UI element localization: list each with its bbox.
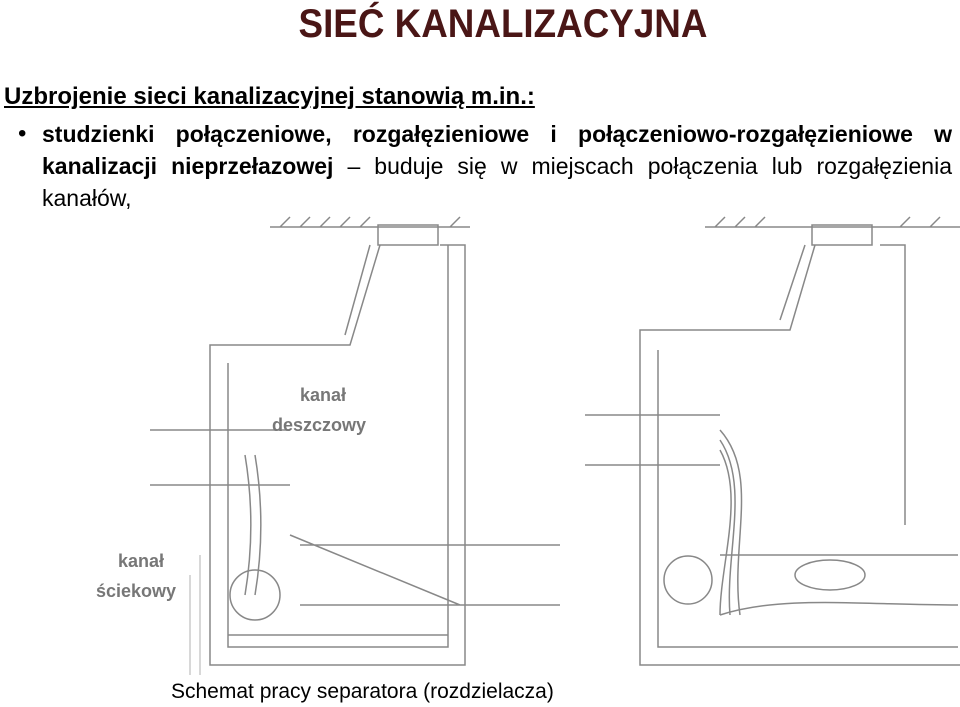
bullet-marker: • (18, 120, 27, 147)
left-chamber (150, 217, 560, 675)
separator-diagram (0, 215, 960, 675)
slide-title: SIEĆ KANALIZACYJNA (298, 2, 708, 46)
label-sewage-canal-1: kanał (118, 551, 165, 571)
bullet-text (42, 118, 952, 214)
label-sewage-canal-2: ściekowy (96, 581, 177, 601)
label-rain-canal-2: deszczowy (272, 415, 367, 435)
right-chamber (585, 217, 960, 665)
bullet-bold-text: studzienki połączeniowe, rozgałęzieniowe i połączeniowo-rozgałęzieniowe w kanalizacji nieprzełazowej (42, 121, 952, 179)
slide-subtitle: Uzbrojenie sieci kanalizacyjnej stanowią m.in.: (4, 83, 535, 110)
label-rain-canal-1: kanał (300, 385, 347, 405)
diagram-caption: Schemat pracy separatora (rozdzielacza) (171, 680, 554, 703)
bullet-normal-text: – buduje się w miejscach połączenia lub rozgałęzienia kanałów, (42, 153, 952, 211)
